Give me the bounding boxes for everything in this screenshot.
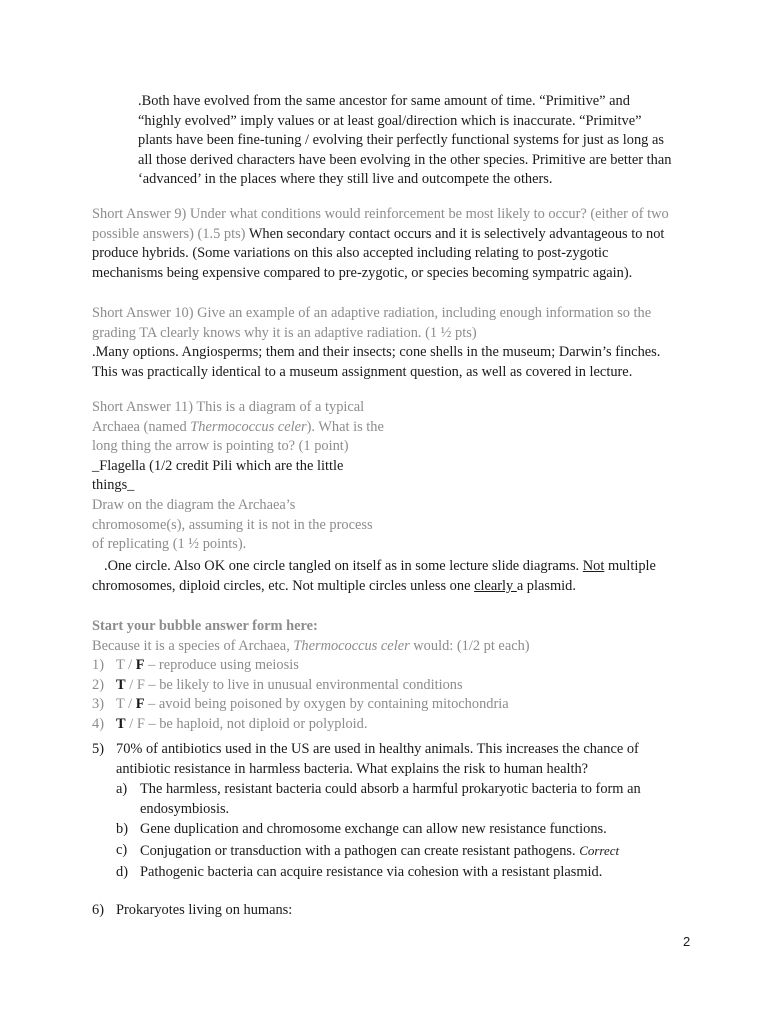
answer-line: _Flagella (1/2 credit Pili which are the little bbox=[92, 457, 344, 474]
true-false-item bbox=[92, 695, 530, 715]
item-number: 3) bbox=[92, 696, 104, 713]
option-letter: b) bbox=[116, 821, 128, 838]
answer-options bbox=[92, 780, 641, 882]
option-text: Gene duplication and chromosome exchange can allow new resistance functions. bbox=[140, 821, 607, 838]
text-line: “highly evolved” imply values or at least goal/direction which is inaccurate. “Primitve” bbox=[138, 112, 642, 129]
bubble-section bbox=[92, 617, 530, 735]
question-line: chromosome(s), assuming it is not in the process bbox=[92, 516, 373, 533]
answer-line bbox=[92, 577, 576, 597]
answer-option bbox=[116, 841, 641, 862]
question-line: antibiotic resistance in harmless bacteria. What explains the risk to human health? bbox=[116, 760, 589, 777]
item-text: – be likely to live in unusual environmental conditions bbox=[144, 676, 463, 693]
underlined-text: Not bbox=[582, 558, 605, 574]
question-line: Short Answer 10) Give an example of an adaptive radiation, including enough information so the bbox=[92, 305, 652, 321]
false-option: F bbox=[135, 696, 145, 713]
question-stem bbox=[92, 901, 292, 921]
option-line bbox=[140, 780, 641, 800]
answer-text: When secondary contact occurs and it is selectively advantageous to not bbox=[245, 225, 665, 242]
option-line bbox=[140, 841, 641, 862]
answer-line: This was practically identical to a museum assignment question, as well as covered in lecture. bbox=[92, 363, 633, 380]
item-number: 2) bbox=[92, 676, 104, 693]
text-line: ‘advanced’ in the places where they still live and outcompete the others. bbox=[138, 171, 553, 188]
separator: / bbox=[124, 696, 136, 713]
false-option: F bbox=[135, 657, 145, 674]
answer-text: multiple bbox=[604, 558, 656, 574]
answer-line: things_ bbox=[92, 477, 135, 494]
question-5 bbox=[92, 740, 641, 882]
text-line: .Both have evolved from the same ancestor for same amount of time. “Primitive” and bbox=[138, 93, 630, 109]
true-option: T bbox=[116, 676, 126, 693]
option-letter: d) bbox=[116, 863, 128, 880]
question-stem bbox=[92, 740, 641, 779]
species-name: Thermococcus celer bbox=[190, 418, 307, 435]
option-text: The harmless, resistant bacteria could absorb a harmful prokaryotic bacteria to form an bbox=[140, 781, 641, 798]
question-line bbox=[92, 418, 384, 438]
answer-option bbox=[116, 863, 641, 883]
option-letter: c) bbox=[116, 841, 128, 858]
question-line: grading TA clearly knows why it is an adaptive radiation. (1 ½ pts) bbox=[92, 324, 477, 341]
question-number: 5) bbox=[92, 741, 104, 757]
question-line: Prokaryotes living on humans: bbox=[116, 902, 293, 918]
item-number: 1) bbox=[92, 657, 104, 674]
question-text: Archaea (named bbox=[92, 418, 191, 435]
item-text: – avoid being poisoned by oxygen by containing mitochondria bbox=[144, 696, 509, 713]
correct-tag: Correct bbox=[579, 842, 620, 858]
answer-block-8 bbox=[138, 92, 671, 190]
false-option: F bbox=[136, 715, 145, 732]
section-intro bbox=[92, 637, 530, 657]
true-false-item bbox=[92, 715, 530, 735]
underlined-text: clearly bbox=[474, 578, 517, 594]
question-line: Short Answer 11) This is a diagram of a typical bbox=[92, 399, 365, 415]
answer-option bbox=[116, 780, 641, 819]
short-answer-11-answer bbox=[104, 557, 656, 577]
text-line: all those derived characters have been evolving in the other species. Primitive are better than bbox=[138, 151, 672, 168]
item-text: – reproduce using meiosis bbox=[144, 657, 299, 674]
option-letter: a) bbox=[116, 781, 128, 798]
short-answer-11 bbox=[92, 398, 384, 555]
separator: / bbox=[125, 676, 137, 693]
text-line: plants have been fine-tuning / evolving their perfectly functional systems for just as long as bbox=[138, 132, 664, 149]
question-answer-line bbox=[92, 225, 669, 245]
answer-line: .Many options. Angiosperms; them and their insects; cone shells in the museum; Darwin’s finches. bbox=[92, 344, 661, 361]
true-option: T bbox=[116, 696, 125, 713]
answer-text: chromosomes, diploid circles, etc. Not multiple circles unless one bbox=[92, 578, 475, 594]
intro-text: Because it is a species of Archaea, bbox=[92, 637, 294, 654]
option-text: Pathogenic bacteria can acquire resistance via cohesion with a resistant plasmid. bbox=[140, 863, 603, 880]
true-option: T bbox=[116, 715, 126, 732]
short-answer-10 bbox=[92, 304, 660, 382]
answer-line: mechanisms being expensive compared to pre-zygotic, or species becoming sympatric again). bbox=[92, 264, 633, 281]
species-name: Thermococcus celer bbox=[293, 637, 410, 654]
question-text: ). What is the bbox=[306, 418, 384, 435]
item-text: – be haploid, not diploid or polyploid. bbox=[144, 715, 368, 732]
intro-text: would: (1/2 pt each) bbox=[409, 637, 530, 654]
answer-text: .One circle. Also OK one circle tangled on itself as in some lecture slide diagrams. bbox=[104, 558, 583, 574]
option-text: Conjugation or transduction with a pathogen can create resistant pathogens. bbox=[140, 842, 580, 859]
answer-text: a plasmid. bbox=[516, 578, 576, 594]
option-line bbox=[140, 820, 641, 840]
answer-option bbox=[116, 820, 641, 840]
page-number: 2 bbox=[683, 934, 691, 949]
question-line: long thing the arrow is pointing to? (1 point) bbox=[92, 438, 349, 455]
false-option: F bbox=[136, 676, 145, 693]
item-number: 4) bbox=[92, 715, 104, 732]
true-false-item bbox=[92, 656, 530, 676]
separator: / bbox=[125, 715, 137, 732]
true-false-list bbox=[92, 656, 530, 734]
answer-line: produce hybrids. (Some variations on this also accepted including relating to post-zygotic bbox=[92, 245, 609, 262]
short-answer-11-answer-cont bbox=[92, 577, 576, 597]
option-line bbox=[140, 863, 641, 883]
separator: / bbox=[124, 657, 136, 674]
short-answer-9 bbox=[92, 205, 669, 283]
question-line: of replicating (1 ½ points). bbox=[92, 536, 247, 553]
true-option: T bbox=[116, 657, 125, 674]
option-line: endosymbiosis. bbox=[140, 800, 230, 817]
question-6 bbox=[92, 901, 292, 921]
question-line: Short Answer 9) Under what conditions would reinforcement be most likely to occur? (either of two bbox=[92, 206, 669, 222]
question-text: possible answers) (1.5 pts) bbox=[92, 225, 246, 242]
section-heading: Start your bubble answer form here: bbox=[92, 618, 318, 634]
answer-line bbox=[104, 557, 656, 577]
question-line: 70% of antibiotics used in the US are used in healthy animals. This increases the chance of bbox=[116, 741, 639, 757]
true-false-item bbox=[92, 676, 530, 696]
question-number: 6) bbox=[92, 902, 104, 918]
question-line: Draw on the diagram the Archaea’s bbox=[92, 496, 296, 513]
